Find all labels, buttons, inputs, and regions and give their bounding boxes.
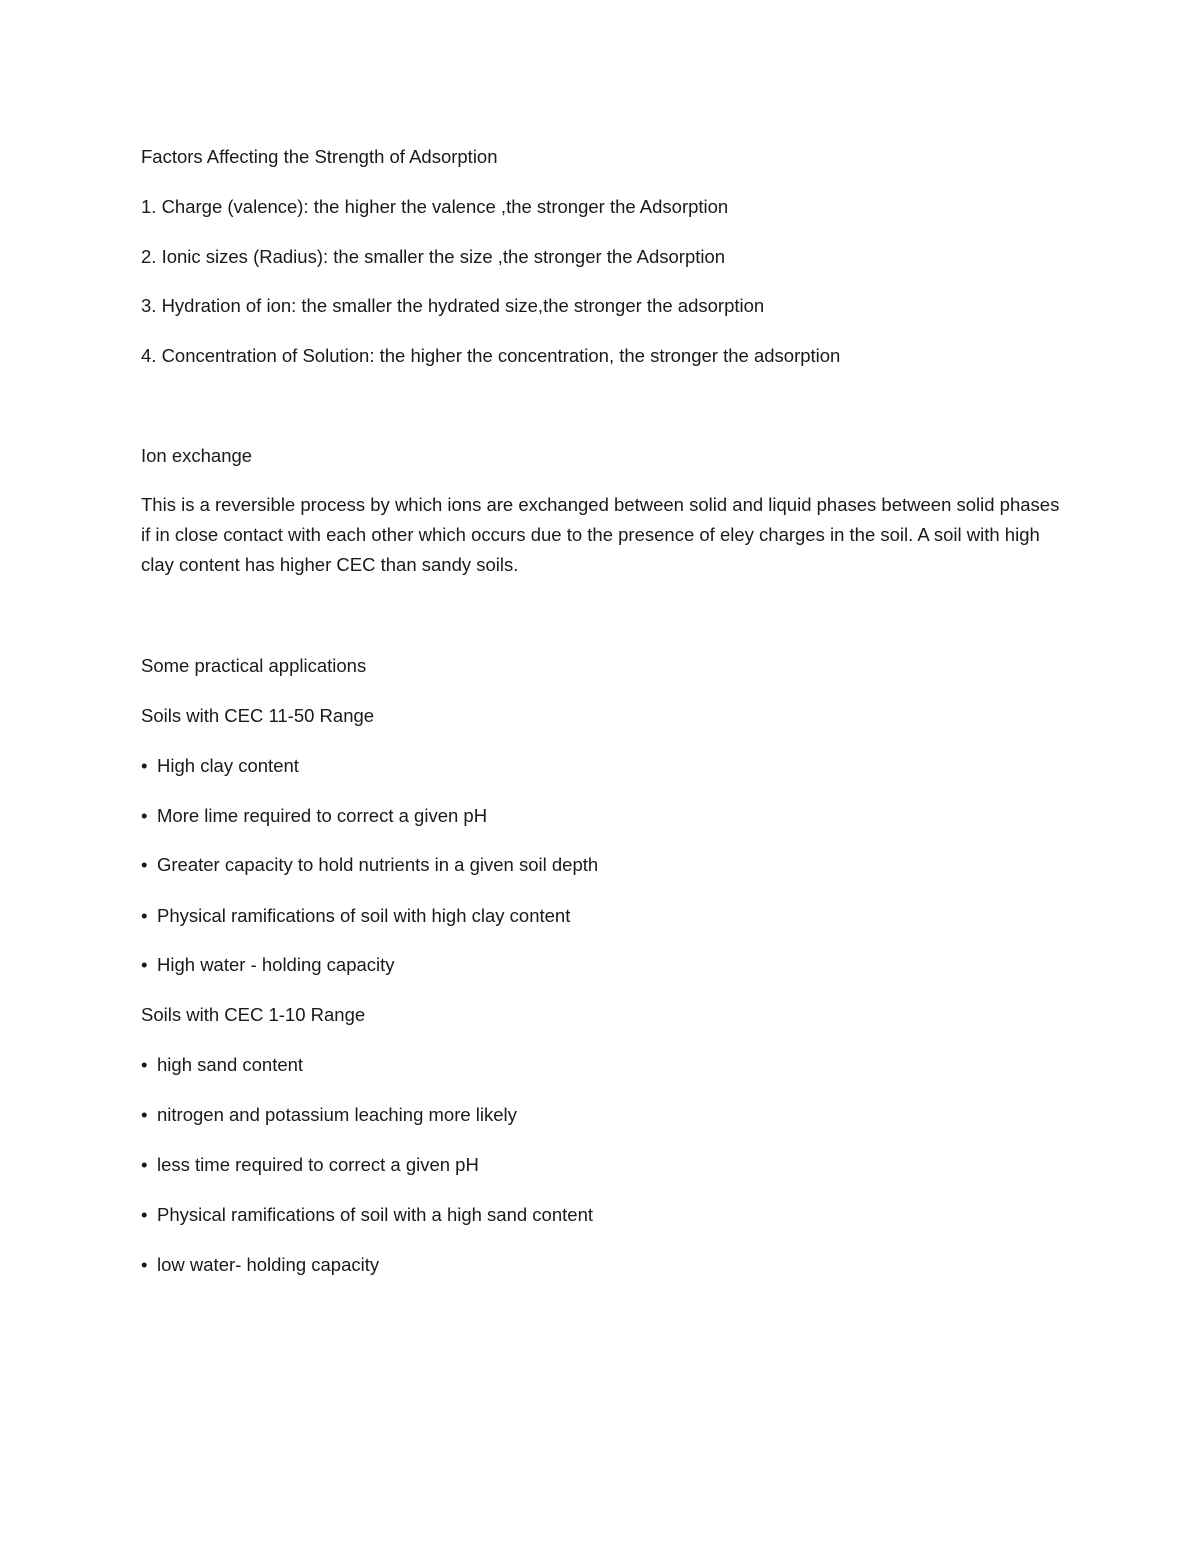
list-item: • Physical ramifications of soil with high clay content (141, 905, 571, 926)
list-item: • High clay content (141, 755, 299, 776)
list-item: • High water - holding capacity (141, 954, 395, 975)
list-item: • high sand content (141, 1054, 304, 1075)
list-item: • less time required to correct a given pH (141, 1154, 479, 1175)
bullet-icon: • (141, 1104, 148, 1125)
bullet-icon: • (141, 854, 148, 875)
bullet-icon: • (141, 755, 148, 776)
factor-item-hydration: 3. Hydration of ion: the smaller the hydrated size,the stronger the adsorption (141, 295, 765, 316)
section-heading-adsorption-factors: Factors Affecting the Strength of Adsorption (141, 146, 498, 167)
list-item: • Greater capacity to hold nutrients in a given soil depth (141, 854, 599, 875)
factor-item-ionic-size: 2. Ionic sizes (Radius): the smaller the size ,the stronger the Adsorption (141, 246, 726, 267)
factor-item-charge: 1. Charge (valence): the higher the valence ,the stronger the Adsorption (141, 196, 729, 217)
bullet-icon: • (141, 805, 148, 826)
bullet-icon: • (141, 1204, 148, 1225)
bullet-icon: • (141, 1154, 148, 1175)
section-heading-ion-exchange: Ion exchange (141, 445, 253, 466)
list-item: • nitrogen and potassium leaching more likely (141, 1104, 517, 1125)
bullet-icon: • (141, 954, 148, 975)
factor-item-concentration: 4. Concentration of Solution: the higher the concentration, the stronger the adsorption (141, 345, 841, 366)
ion-exchange-paragraph: This is a reversible process by which ions are exchanged between solid and liquid phases between solid phases if in close contact with each other which occurs due to the presence of eley charges in the soil. A soil with high clay content has higher CEC than sandy soils. (141, 494, 1060, 575)
list-item: • Physical ramifications of soil with a high sand content (141, 1204, 593, 1225)
list-item: • More lime required to correct a given pH (141, 805, 488, 826)
bullet-icon: • (141, 1054, 148, 1075)
group-title-cec-11-50: Soils with CEC 11-50 Range (141, 705, 375, 726)
group-title-cec-1-10: Soils with CEC 1-10 Range (141, 1004, 366, 1025)
bullet-icon: • (141, 1254, 148, 1275)
list-item: • low water- holding capacity (141, 1254, 380, 1275)
bullet-icon: • (141, 905, 148, 926)
section-heading-practical-applications: Some practical applications (141, 655, 367, 676)
